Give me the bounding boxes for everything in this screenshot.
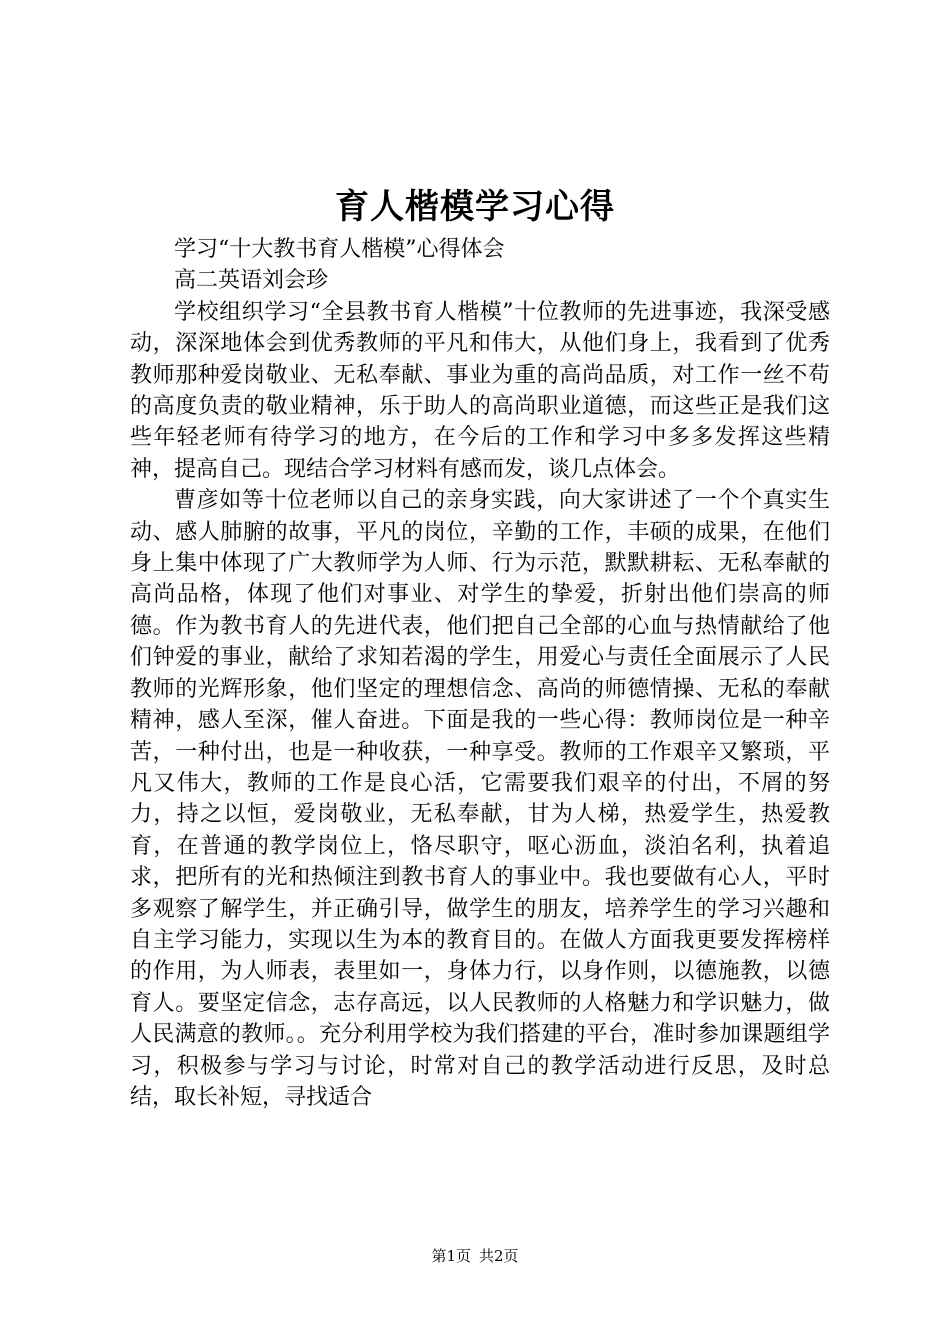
document-body [130, 234, 830, 1113]
author-paragraph: 高二英语刘会珍 [174, 268, 329, 294]
page-footer [0, 1246, 950, 1266]
body-paragraph: 学校组织学习“全县教书育人楷模”十位教师的先进事迹，我深受感动，深深地体会到优秀教师的平凡和伟大，从他们身上，我看到了优秀教师那种爱岗敬业、无私奉献、事业为重的高尚品质，对工作一丝不苟的高度负责的敬业精神，乐于助人的高尚职业道德，而这些正是我们这些年轻老师有待学习的地方，在今后的工作和学习中多多发挥这些精神，提高自己。现结合学习材料有感而发，谈几点体会。 [130, 299, 830, 482]
subtitle-paragraph: 学习“十大教书育人楷模”心得体会 [174, 237, 505, 262]
page-total: 共2页 [479, 1247, 519, 1265]
body-paragraph: 曹彦如等十位老师以自己的亲身实践，向大家讲述了一个个真实生动、感人肺腑的故事，平凡的岗位，辛勤的工作，丰硕的成果，在他们身上集中体现了广大教师学为人师、行为示范，默默耕耘、无私奉献的高尚品格，体现了他们对事业、对学生的挚爱，折射出他们崇高的师德。作为教书育人的先进代表，他们把自己全部的心血与热情献给了他们钟爱的事业，献给了求知若渴的学生，用爱心与责任全面展示了人民教师的光辉形象，他们坚定的理想信念、高尚的师德情操、无私的奉献精神，感人至深，催人奋进。下面是我的一些心得：教师岗位是一种辛苦，一种付出，也是一种收获，一种享受。教师的工作艰辛又繁琐，平凡又伟大，教师的工作是良心活，它需要我们艰辛的付出，不屑的努力，持之以恒，爱岗敬业，无私奉献，甘为人梯，热爱学生，热爱教育，在普通的教学岗位上，恪尽职守，呕心沥血，淡泊名利，执着追求，把所有的光和热倾注到教书育人的事业中。我也要做有心人，平时多观察了解学生，并正确引导，做学生的朋友，培养学生的学习兴趣和自主学习能力，实现以生为本的教育目的。在做人方面我更要发挥榜样的作用，为人师表，表里如一，身体力行，以身作则，以德施教，以德育人。要坚定信念，志存高远，以人民教师的人格魅力和学识魅力，做人民满意的教师。。充分利用学校为我们搭建的平台，准时参加课题组学习，积极参与学习与讨论，时常对自己的教学活动进行反思，及时总结，取长补短，寻找适合 [130, 488, 830, 1110]
page-number: 第1页 [431, 1247, 471, 1265]
document-title: 育人楷模学习心得 [335, 187, 615, 227]
